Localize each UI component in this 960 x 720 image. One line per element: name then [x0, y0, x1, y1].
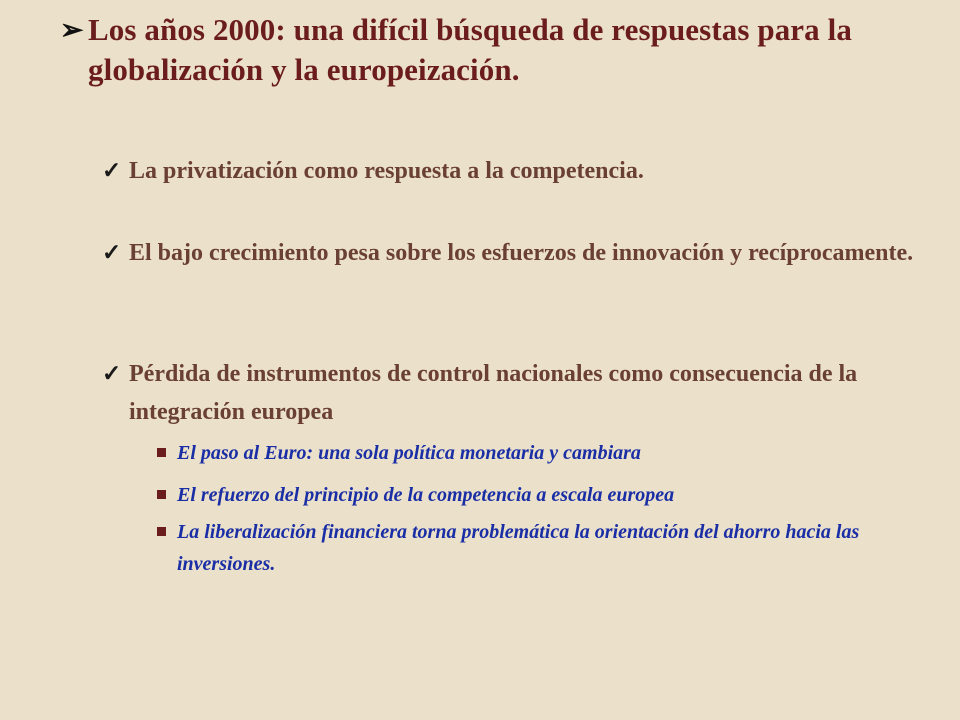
bullet-point-text: Pérdida de instrumentos de control nacionales como consecuencia de la integración europea	[129, 361, 858, 425]
bullet-point-1	[102, 152, 952, 190]
subpoint-text: La liberalización financiera torna problemática la orientación del ahorro hacia las inversiones.	[177, 521, 860, 575]
slide-title-row	[60, 10, 940, 90]
checkmark-icon: ✓	[102, 240, 122, 265]
checkmark-icon: ✓	[102, 361, 122, 386]
subpoint-1	[157, 437, 937, 469]
bullet-point-3	[102, 355, 952, 431]
subpoint-3	[157, 516, 937, 580]
square-bullet-icon	[157, 516, 177, 548]
arrowhead-icon: ➢	[60, 15, 84, 46]
square-bullet-icon	[157, 437, 177, 469]
checkmark-icon: ✓	[102, 158, 122, 183]
subpoint-text: El refuerzo del principio de la competencia a escala europea	[177, 484, 675, 506]
bullet-point-text: La privatización como respuesta a la competencia.	[129, 158, 644, 184]
bullet-point-2	[102, 234, 952, 272]
subpoint-text: El paso al Euro: una sola política monetaria y cambiara	[177, 442, 641, 464]
square-bullet-icon	[157, 479, 177, 511]
slide-title: Los años 2000: una difícil búsqueda de respuestas para la globalización y la europeización.	[88, 12, 852, 87]
bullet-point-text: El bajo crecimiento pesa sobre los esfuerzos de innovación y recíprocamente.	[129, 240, 914, 266]
subpoint-2	[157, 479, 937, 511]
